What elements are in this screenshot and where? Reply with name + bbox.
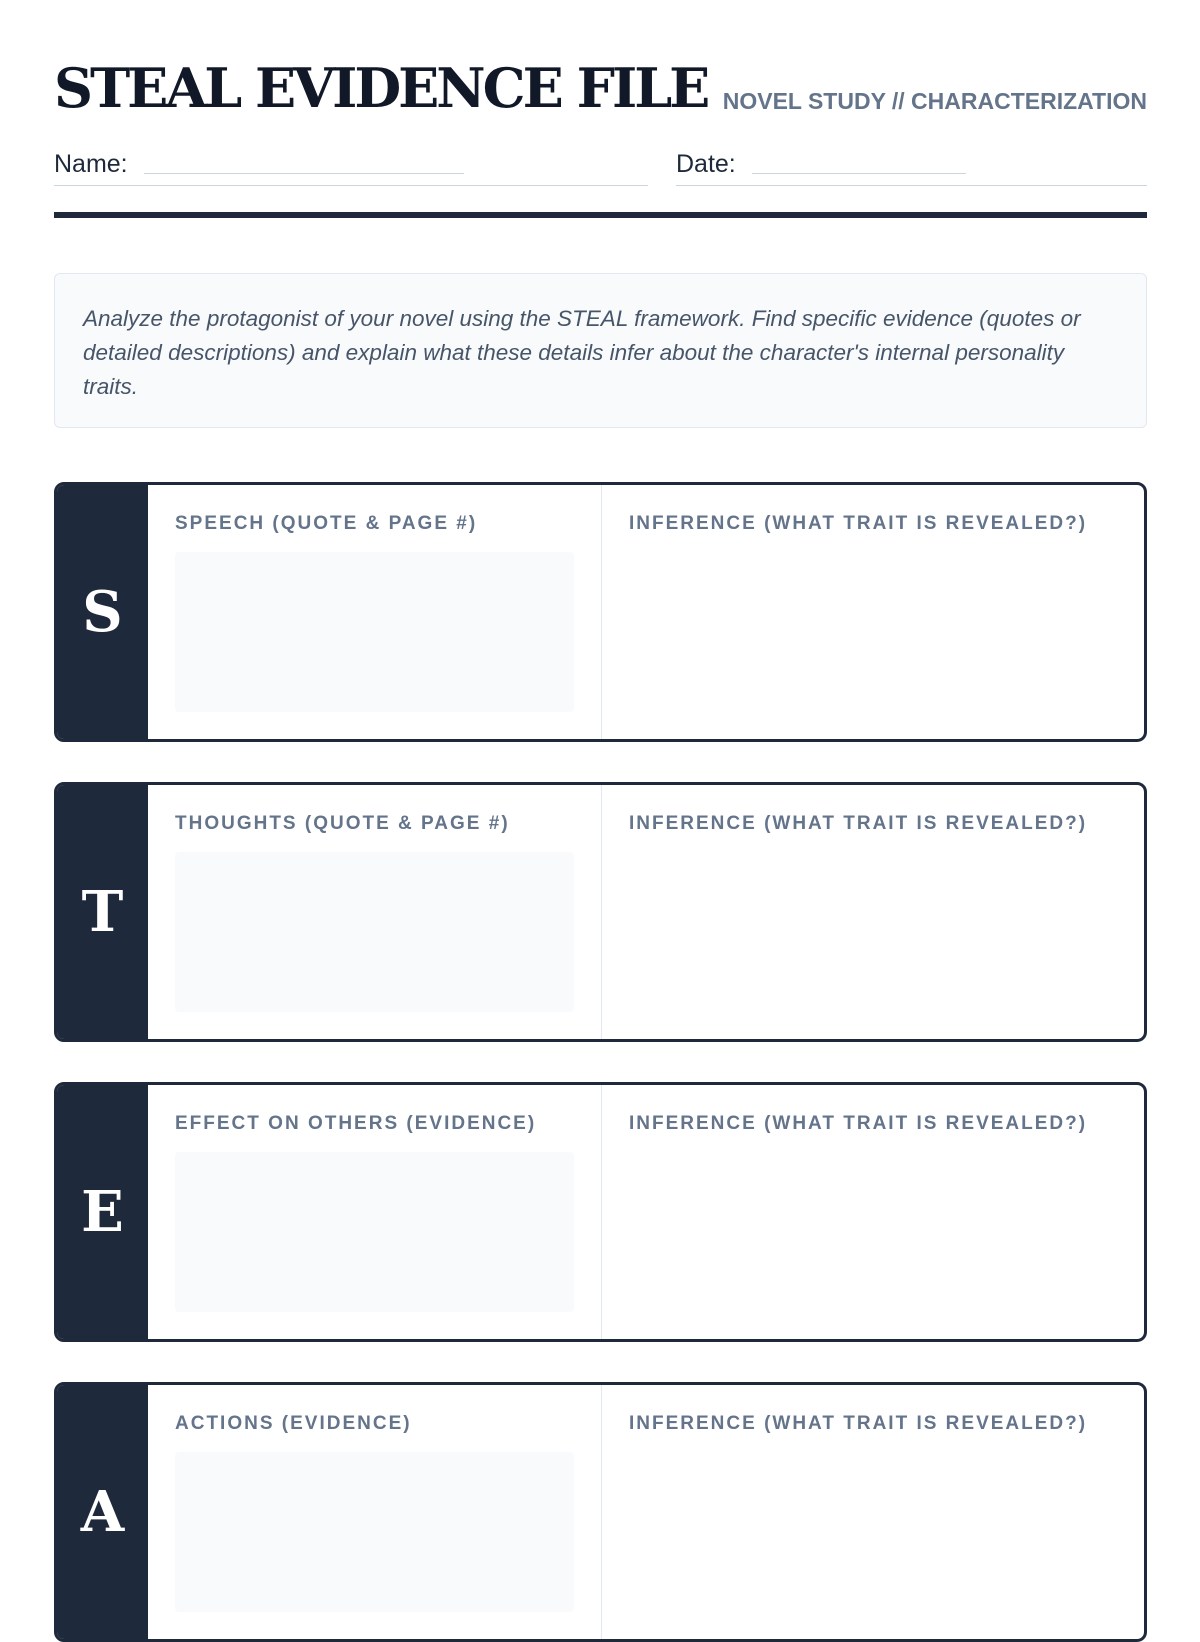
section-letter: T xyxy=(81,879,124,945)
letter-column xyxy=(57,785,148,1039)
instructions-box: Analyze the protagonist of your novel using the STEAL framework. Find specific evidence (quotes or detailed descriptions) and explain what these details infer about the character's internal personality traits. xyxy=(54,273,1147,428)
evidence-input-box[interactable] xyxy=(175,552,574,712)
evidence-label: ACTIONS (EVIDENCE) xyxy=(175,1413,412,1434)
name-field[interactable] xyxy=(54,147,648,186)
evidence-column xyxy=(148,1085,602,1339)
date-field[interactable] xyxy=(676,147,1147,186)
inference-label: INFERENCE (WHAT TRAIT IS REVEALED?) xyxy=(629,513,1088,534)
page-title: STEAL EVIDENCE FILE xyxy=(54,56,708,120)
header xyxy=(54,56,1147,126)
steal-card-thoughts xyxy=(54,782,1147,1042)
letter-column xyxy=(57,1385,148,1639)
evidence-label: EFFECT ON OTHERS (EVIDENCE) xyxy=(175,1113,537,1134)
letter-column xyxy=(57,485,148,739)
inference-label: INFERENCE (WHAT TRAIT IS REVEALED?) xyxy=(629,1113,1088,1134)
evidence-column xyxy=(148,785,602,1039)
section-letter: S xyxy=(82,579,123,645)
evidence-label: SPEECH (QUOTE & PAGE #) xyxy=(175,513,478,534)
date-write-line[interactable] xyxy=(752,173,966,174)
date-label: Date: xyxy=(676,150,736,178)
inference-label: INFERENCE (WHAT TRAIT IS REVEALED?) xyxy=(629,813,1088,834)
evidence-input-box[interactable] xyxy=(175,852,574,1012)
evidence-column xyxy=(148,1385,602,1639)
header-divider xyxy=(54,212,1147,218)
inference-column[interactable] xyxy=(602,785,1144,1039)
evidence-column xyxy=(148,485,602,739)
page-subtitle: NOVEL STUDY // CHARACTERIZATION xyxy=(722,88,1147,114)
evidence-input-box[interactable] xyxy=(175,1452,574,1612)
inference-column[interactable] xyxy=(602,485,1144,739)
name-label: Name: xyxy=(54,150,128,178)
evidence-input-box[interactable] xyxy=(175,1152,574,1312)
letter-column xyxy=(57,1085,148,1339)
inference-column[interactable] xyxy=(602,1085,1144,1339)
steal-card-effect xyxy=(54,1082,1147,1342)
inference-label: INFERENCE (WHAT TRAIT IS REVEALED?) xyxy=(629,1413,1088,1434)
inference-column[interactable] xyxy=(602,1385,1144,1639)
steal-card-speech xyxy=(54,482,1147,742)
evidence-label: THOUGHTS (QUOTE & PAGE #) xyxy=(175,813,510,834)
section-letter: A xyxy=(80,1479,125,1545)
name-write-line[interactable] xyxy=(144,173,464,174)
section-letter: E xyxy=(81,1179,124,1245)
steal-card-actions xyxy=(54,1382,1147,1642)
